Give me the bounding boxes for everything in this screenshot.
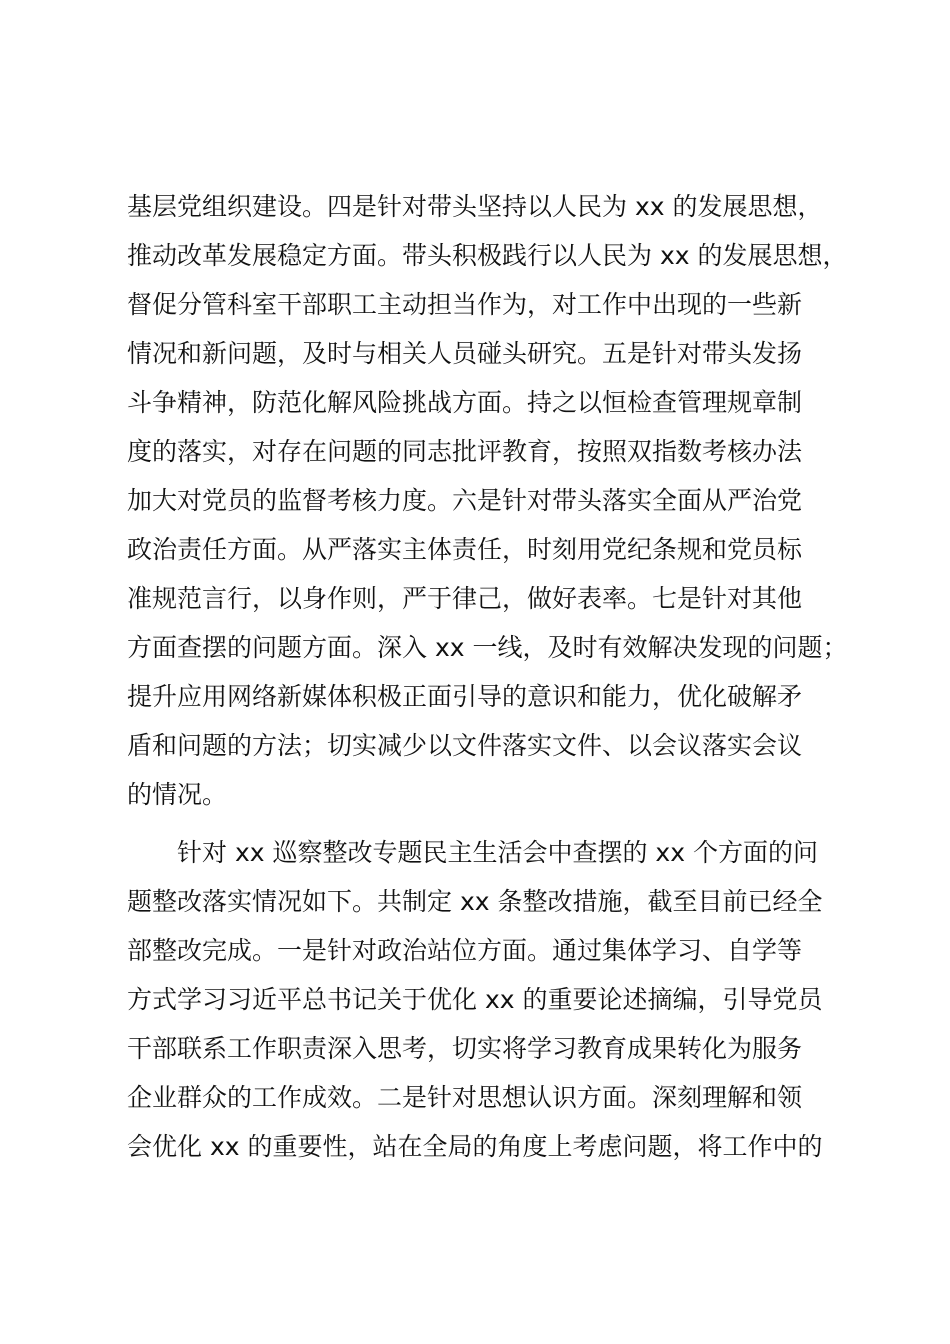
text-line: 斗争精神，防范化解风险挑战方面。持之以恒检查管理规章制 <box>127 388 803 417</box>
text-line: 方面查摆的问题方面。深入 xx 一线，及时有效解决发现的问题； <box>127 633 848 662</box>
text-line: 部整改完成。一是针对政治站位方面。通过集体学习、自学等 <box>127 936 803 965</box>
text-line: 会优化 xx 的重要性，站在全局的角度上考虑问题，将工作中的 <box>127 1132 823 1161</box>
text-line: 干部联系工作职责深入思考，切实将学习教育成果转化为服务 <box>127 1034 803 1063</box>
paragraph-2 <box>127 828 867 1171</box>
text-line: 企业群众的工作成效。二是针对思想认识方面。深刻理解和领 <box>127 1083 803 1112</box>
text-line: 提升应用网络新媒体积极正面引导的意识和能力，优化破解矛 <box>127 682 803 711</box>
text-line: 度的落实，对存在问题的同志批评教育，按照双指数考核办法 <box>127 437 803 466</box>
text-line: 督促分管科室干部职工主动担当作为，对工作中出现的一些新 <box>127 290 803 319</box>
text-line: 情况和新问题，及时与相关人员碰头研究。五是针对带头发扬 <box>127 339 803 368</box>
text-line: 推动改革发展稳定方面。带头积极践行以人民为 xx 的发展思想， <box>127 241 848 270</box>
text-line: 的情况。 <box>127 780 228 809</box>
text-line: 政治责任方面。从严落实主体责任，时刻用党纪条规和党员标 <box>127 535 803 564</box>
paragraph-1 <box>127 182 867 819</box>
text-line: 盾和问题的方法；切实减少以文件落实文件、以会议落实会议 <box>127 731 803 760</box>
text-line: 准规范言行，以身作则，严于律己，做好表率。七是针对其他 <box>127 584 803 613</box>
text-line: 基层党组织建设。四是针对带头坚持以人民为 xx 的发展思想， <box>127 192 823 221</box>
text-line: 针对 xx 巡察整改专题民主生活会中查摆的 xx 个方面的问 <box>177 838 818 867</box>
text-line: 方式学习习近平总书记关于优化 xx 的重要论述摘编，引导党员 <box>127 985 823 1014</box>
text-line: 题整改落实情况如下。共制定 xx 条整改措施，截至目前已经全 <box>127 887 823 916</box>
text-line: 加大对党员的监督考核力度。六是针对带头落实全面从严治党 <box>127 486 803 515</box>
